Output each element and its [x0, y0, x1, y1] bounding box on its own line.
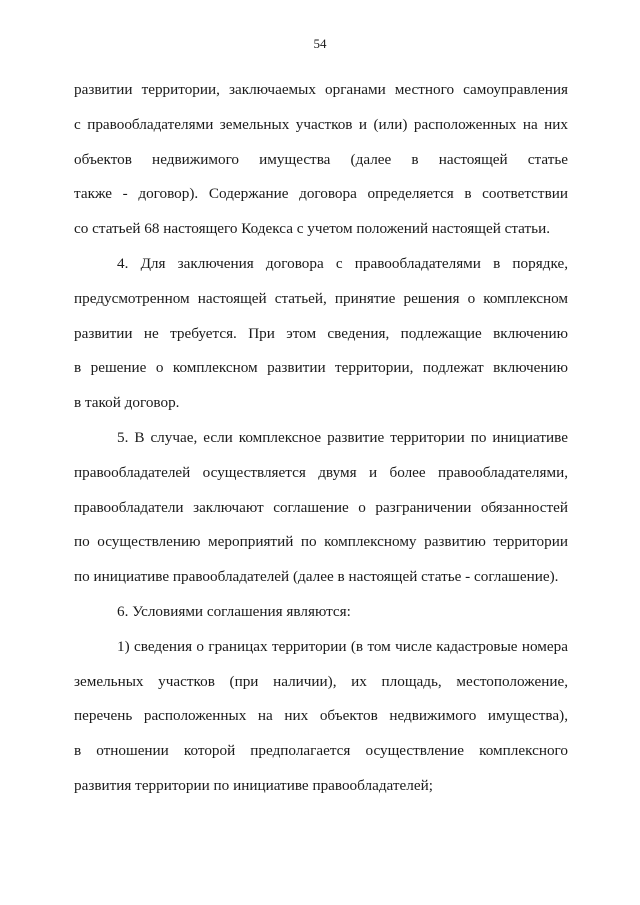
text-line: 5. В случае, если комплексное развитие территории по инициативе: [117, 428, 568, 446]
text-line: в такой договор.: [74, 394, 180, 412]
text-line: с правообладателями земельных участков и (или) расположенных на них: [74, 115, 568, 133]
page-number: 54: [313, 36, 327, 51]
text-line: предусмотренном настоящей статьей, принятие решения о комплексном: [74, 289, 568, 307]
text-line: в решение о комплексном развитии территории, подлежат включению: [74, 359, 568, 377]
document-body: [74, 73, 568, 804]
text-line: развитии не требуется. При этом сведения, подлежащие включению: [74, 324, 568, 342]
text-line: 1) сведения о границах территории (в том числе кадастровые номера: [117, 637, 568, 655]
text-line: в отношении которой предполагается осуществление комплексного: [74, 742, 568, 760]
text-line: 6. Условиями соглашения являются:: [117, 602, 351, 620]
text-line: перечень расположенных на них объектов недвижимого имущества),: [74, 707, 568, 725]
text-line: по осуществлению мероприятий по комплексному развитию территории: [74, 533, 568, 551]
text-line: 4. Для заключения договора с правообладателями в порядке,: [117, 254, 568, 272]
text-line: объектов недвижимого имущества (далее в настоящей статье: [74, 150, 568, 168]
text-line: по инициативе правообладателей (далее в настоящей статье - соглашение).: [74, 568, 559, 586]
text-line: правообладатели заключают соглашение о разграничении обязанностей: [74, 498, 568, 516]
text-line: также - договор). Содержание договора определяется в соответствии: [74, 185, 568, 203]
text-line: развитии территории, заключаемых органами местного самоуправления: [74, 81, 568, 98]
text-line: правообладателей осуществляется двумя и более правообладателями,: [74, 463, 568, 481]
text-line: развития территории по инициативе правообладателей;: [74, 776, 433, 794]
text-line: со статьей 68 настоящего Кодекса с учетом положений настоящей статьи.: [74, 220, 551, 238]
text-line: земельных участков (при наличии), их площадь, местоположение,: [74, 672, 568, 690]
